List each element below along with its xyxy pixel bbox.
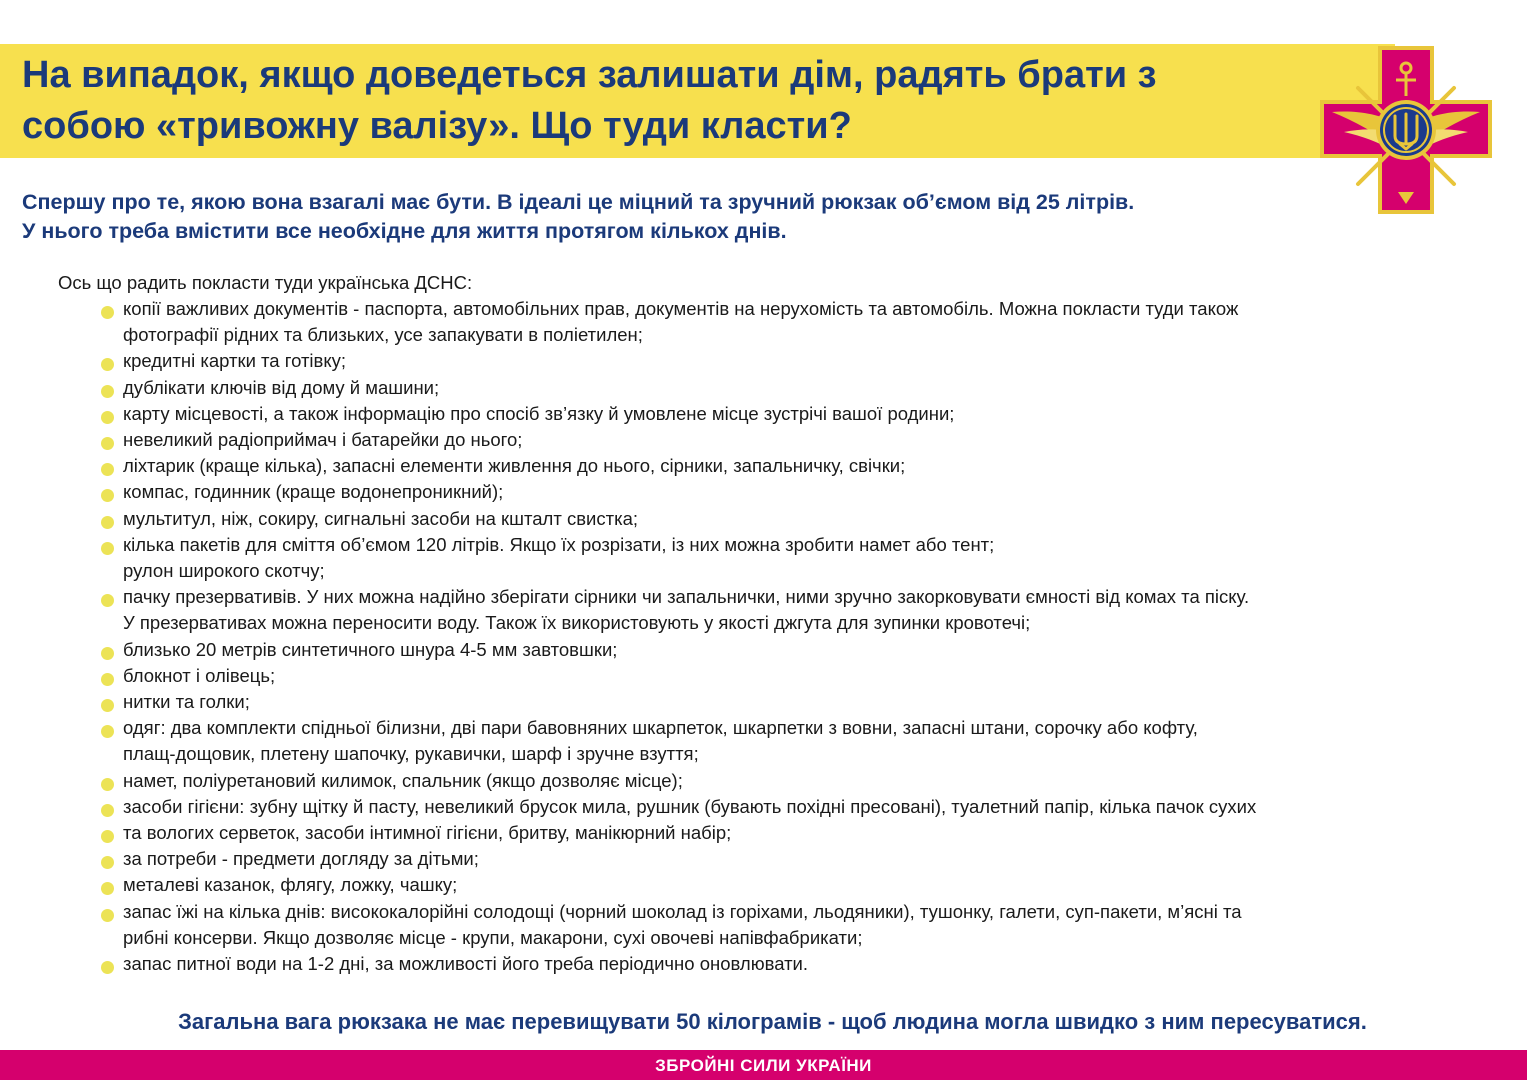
bullet-icon <box>101 673 114 686</box>
list-item <box>101 532 1501 584</box>
list-item <box>101 715 1501 767</box>
list-item <box>101 584 1501 636</box>
list-item-text: металеві казанок, флягу, ложку, чашку; <box>123 874 458 896</box>
intro-line: Спершу про те, якою вона взагалі має бути. В ідеалі це міцний та зручний рюкзак об’ємом від 25 літрів. <box>22 190 1135 214</box>
list-item <box>101 899 1501 951</box>
list-item <box>101 951 1501 977</box>
list-item-text: копії важливих документів - паспорта, автомобільних прав, документів на нерухомість та автомобіль. Можна покласти туди також <box>123 298 1239 319</box>
bullet-icon <box>101 856 114 869</box>
list-item <box>101 872 1501 898</box>
bullet-icon <box>101 778 114 791</box>
list-item-text: кілька пакетів для сміття об’ємом 120 літрів. Якщо їх розрізати, із них можна зробити намет або тент; <box>123 533 995 555</box>
list-item-text: запас їжі на кілька днів: висококалорійні солодощі (чорний шоколад із горіхами, льодяники), тушонку, галети, суп-пакети, м’ясні та <box>123 900 1242 922</box>
list-item-text: компас, годинник (краще водонепроникний); <box>123 481 504 503</box>
list-item-text: плащ-дощовик, плетену шапочку, рукавички, шарф і зручне взуття; <box>123 743 699 765</box>
bullet-icon <box>101 516 114 529</box>
bullet-icon <box>101 647 114 660</box>
list-item-text: рулон широкого скотчу; <box>123 560 325 582</box>
list-item <box>101 479 1501 505</box>
closing-note: Загальна вага рюкзака не має перевищувати 50 кілограмів - щоб людина могла швидко з ним пересуватися. <box>178 1009 1367 1034</box>
page-title: На випадок, якщо доведеться залишати дім, радять брати з собою «тривожну валізу». Що туди класти? <box>22 54 1157 147</box>
list-item <box>101 453 1501 479</box>
list-item-text: невеликий радіоприймач і батарейки до нього; <box>123 429 523 451</box>
list-item-text: фотографії рідних та близьких, усе запакувати в поліетилен; <box>123 324 643 346</box>
list-item <box>101 846 1501 872</box>
list-item-text: та вологих серветок, засоби інтимної гігієни, бритву, манікюрний набір; <box>123 822 732 844</box>
bullet-icon <box>101 882 114 895</box>
bullet-icon <box>101 699 114 712</box>
list-item-text: блокнот і олівець; <box>123 664 276 686</box>
bullet-icon <box>101 411 114 424</box>
list-item-text: близько 20 метрів синтетичного шнура 4-5 мм завтовшки; <box>123 638 618 660</box>
list-item <box>101 794 1501 820</box>
list-item <box>101 663 1501 689</box>
list-item-text: намет, поліуретановий килимок, спальник (якщо дозволяє місце); <box>123 769 683 791</box>
armed-forces-emblem-icon <box>1318 44 1494 216</box>
list-item <box>101 348 1501 374</box>
footer-band <box>0 1050 1527 1080</box>
list-item <box>101 375 1501 401</box>
bullet-icon <box>101 725 114 738</box>
checklist <box>101 296 1501 977</box>
list-item-text: карту місцевості, а також інформацію про спосіб зв’язку й умовлене місце зустрічі вашої родини; <box>123 402 955 424</box>
bullet-icon <box>101 909 114 922</box>
list-item-text: запас питної води на 1-2 дні, за можливості його треба періодично оновлювати. <box>123 953 809 975</box>
list-item <box>101 689 1501 715</box>
list-item <box>101 506 1501 532</box>
bullet-icon <box>101 542 114 555</box>
bullet-icon <box>101 804 114 817</box>
list-item <box>101 820 1501 846</box>
list-item <box>101 427 1501 453</box>
bullet-icon <box>101 961 114 974</box>
list-heading: Ось що радить покласти туди українська ДСНС: <box>58 272 473 293</box>
list-item-text: кредитні картки та готівку; <box>123 350 347 372</box>
bullet-icon <box>101 306 114 319</box>
list-item-text: за потреби - предмети догляду за дітьми; <box>123 848 479 870</box>
bullet-icon <box>101 489 114 502</box>
bullet-icon <box>101 358 114 371</box>
bullet-icon <box>101 385 114 398</box>
bullet-icon <box>101 463 114 476</box>
list-item <box>101 296 1501 348</box>
list-item-text: дублікати ключів від дому й машини; <box>123 376 440 398</box>
list-item-text: засоби гігієни: зубну щітку й пасту, невеликий брусок мила, рушник (бувають похідні пресовані), туалетний папір, кілька пачок сухих <box>123 795 1257 817</box>
list-item-text: нитки та голки; <box>123 691 250 713</box>
list-item-text: рибні консерви. Якщо дозволяє місце - крупи, макарони, сухі овочеві напівфабрикати; <box>123 926 863 948</box>
list-item <box>101 637 1501 663</box>
intro-line: У нього треба вмістити все необхідне для життя протягом кількох днів. <box>22 219 787 243</box>
bullet-icon <box>101 830 114 843</box>
bullet-icon <box>101 594 114 607</box>
list-item-text: пачку презервативів. У них можна надійно зберігати сірники чи запальнички, ними зручно закорковувати ємності від комах та піску. <box>123 586 1250 608</box>
list-item-text: мультитул, ніж, сокиру, сигнальні засоби на кшталт свистка; <box>123 507 639 529</box>
list-item-text: одяг: два комплекти спідньої білизни, дві пари бавовняних шкарпеток, шкарпетки з вовни, запасні штани, сорочку або кофту, <box>123 717 1198 739</box>
bullet-icon <box>101 437 114 450</box>
list-item-text: ліхтарик (краще кілька), запасні елементи живлення до нього, сірники, запальничку, свічки; <box>123 455 906 477</box>
list-item <box>101 401 1501 427</box>
list-item-text: У презервативах можна переносити воду. Також їх використовують у якості джгута для зупинки кровотечі; <box>123 612 1031 634</box>
intro-text <box>22 188 1322 246</box>
footer-text: ЗБРОЙНІ СИЛИ УКРАЇНИ <box>655 1056 872 1075</box>
list-item <box>101 768 1501 794</box>
